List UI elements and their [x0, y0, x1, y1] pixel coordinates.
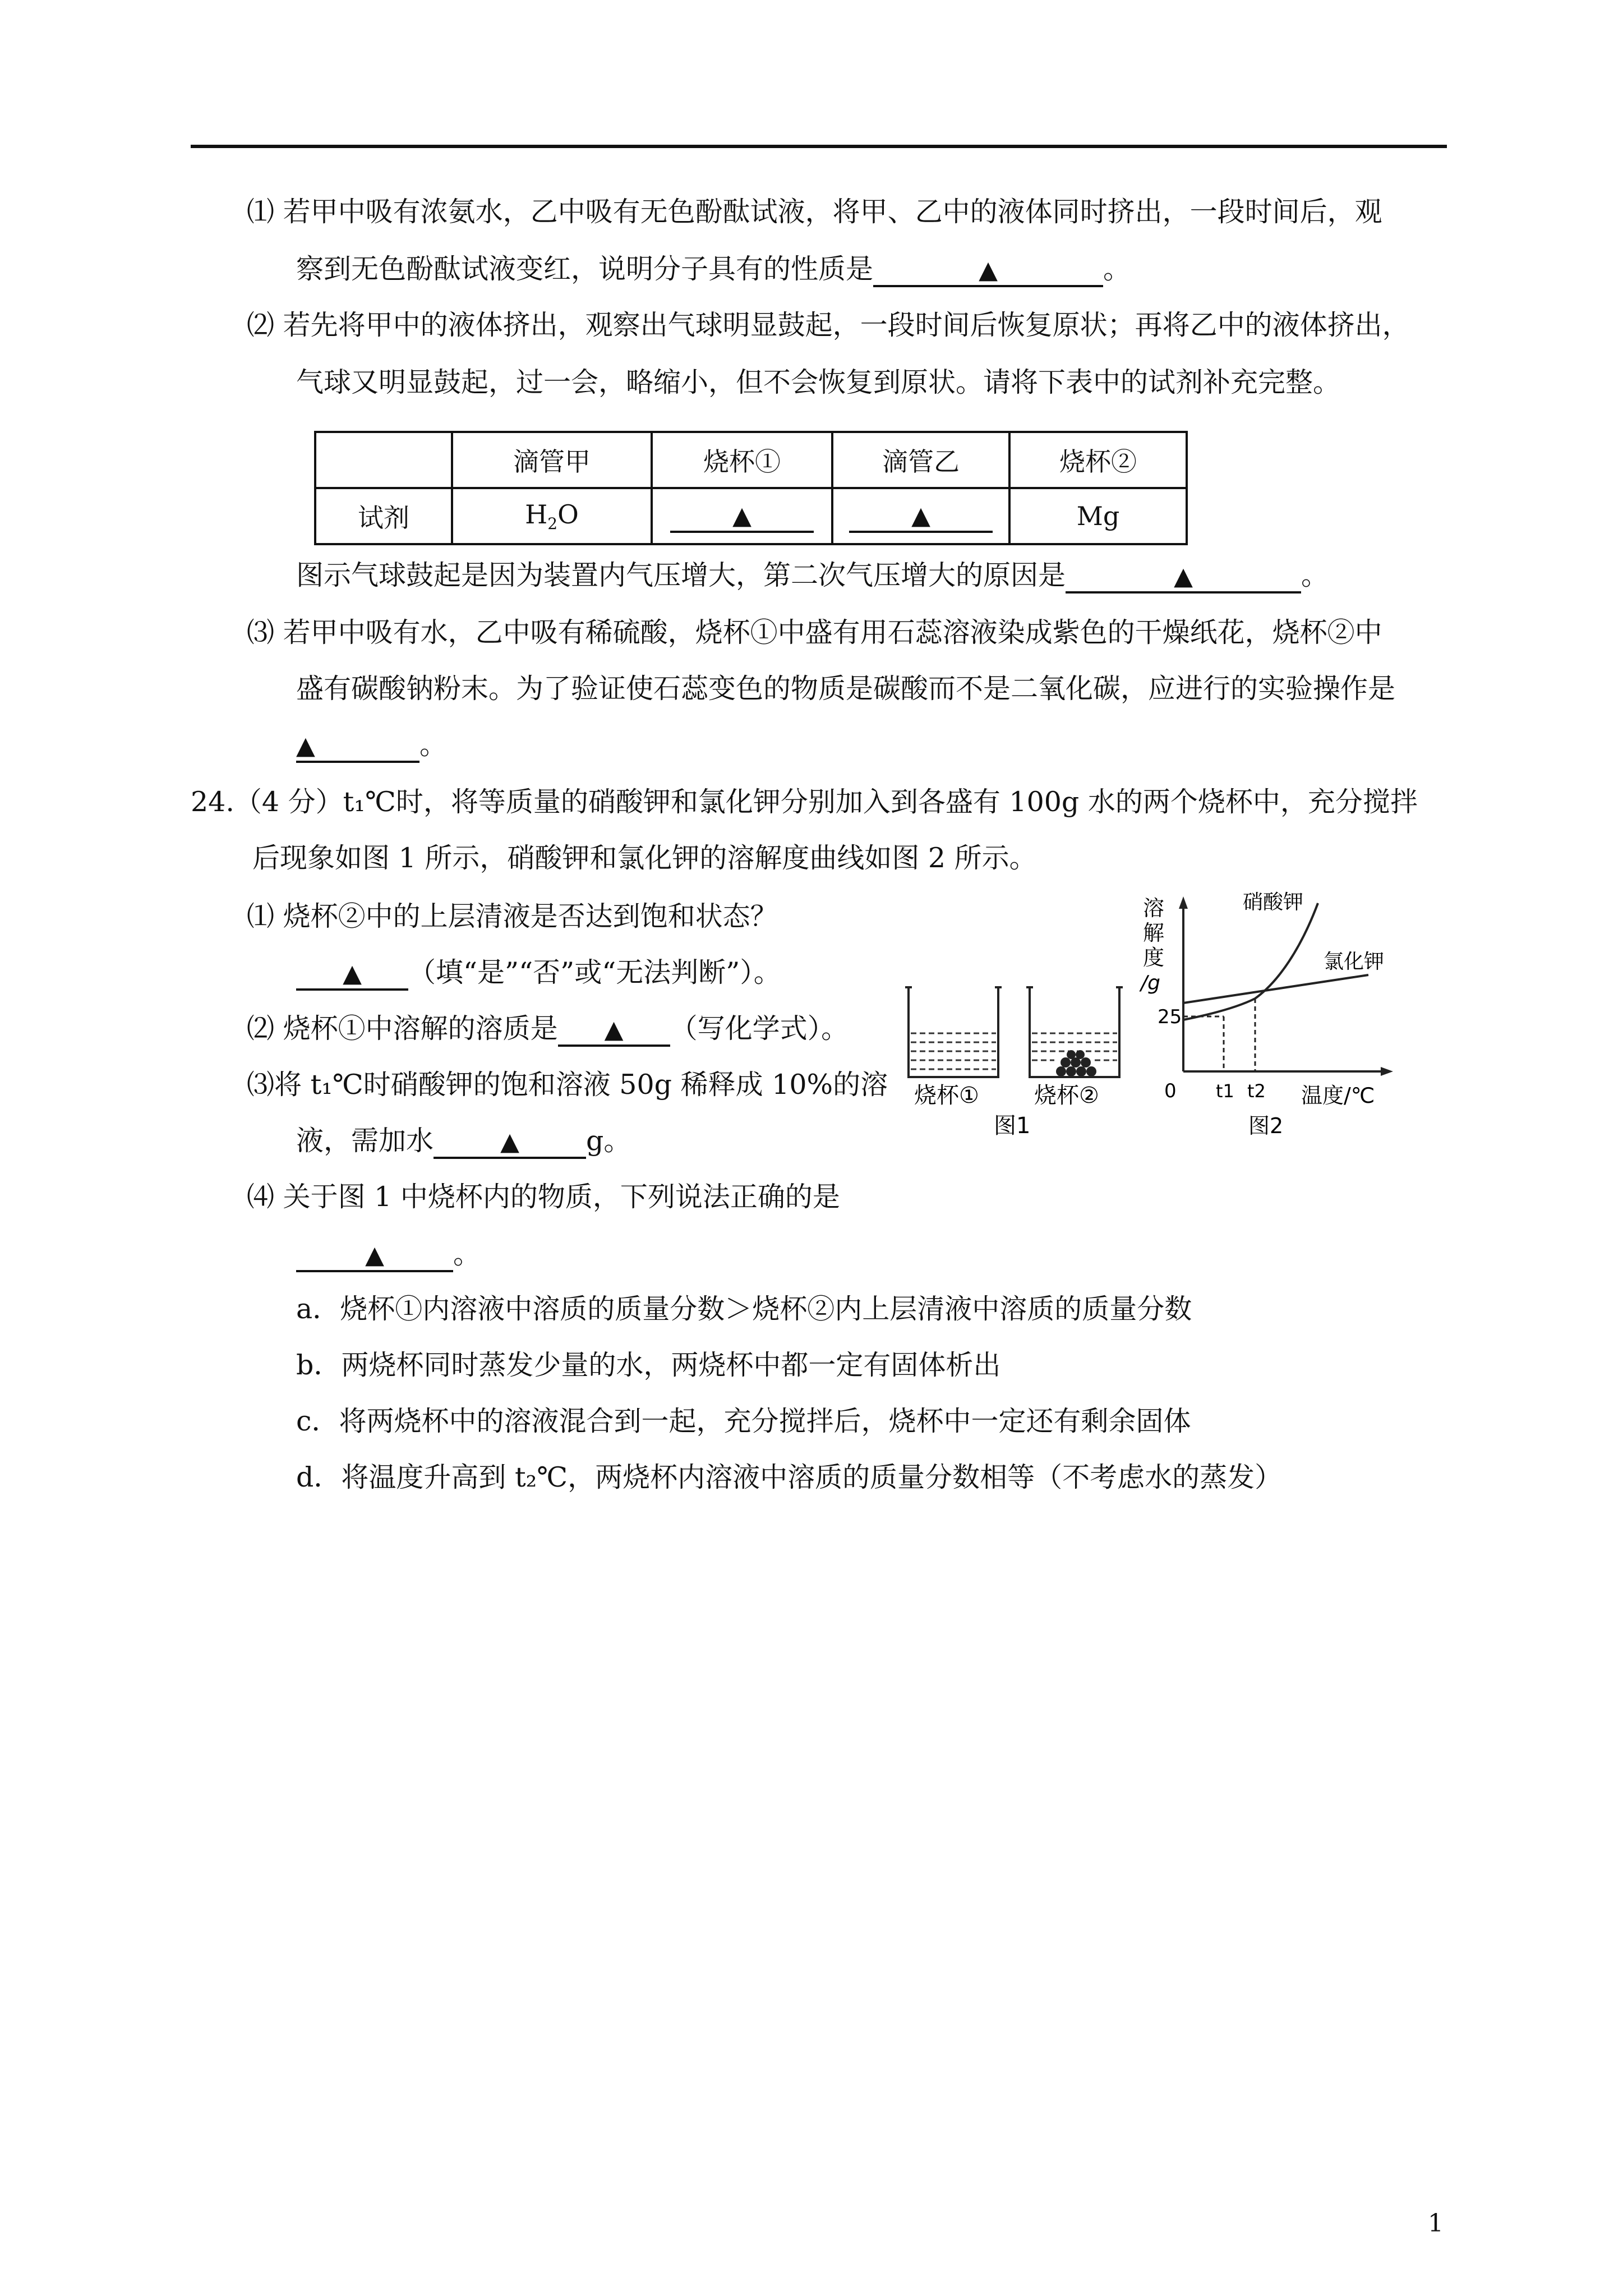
answer-blank[interactable]: ▲: [296, 730, 419, 763]
undissolved-solid: [1056, 1050, 1096, 1076]
curve-label-kcl: 氯化钾: [1324, 950, 1385, 973]
beaker-1-label: 烧杯①: [914, 1083, 979, 1108]
y-axis-unit: /g: [1141, 972, 1160, 995]
y-axis-label-char: 解: [1143, 921, 1165, 945]
answer-blank[interactable]: ▲: [558, 1014, 670, 1047]
figure-1-caption: 图1: [994, 1113, 1031, 1139]
q24-sub4-line1: ⑷ 关于图 1 中烧杯内的物质，下列说法正确的是: [247, 1181, 840, 1213]
table-header-cell: 烧杯②: [1009, 432, 1187, 488]
q23-part3-line3: ▲ 。: [296, 728, 447, 763]
option-d: d．将温度升高到 t₂℃，两烧杯内溶液中溶质的质量分数相等（不考虑水的蒸发）: [296, 1461, 1283, 1493]
curve-label-kno3: 硝酸钾: [1243, 891, 1304, 914]
q24-sub3-line2: 液，需加水 ▲ g。: [296, 1124, 631, 1159]
answer-blank[interactable]: ▲: [873, 255, 1103, 287]
reagent-table: [314, 431, 1188, 545]
q23-part2-after: 图示气球鼓起是因为装置内气压增大，第二次气压增大的原因是 ▲ 。: [296, 559, 1329, 593]
q24-stem-line1: 24.（4 分）t₁℃时，将等质量的硝酸钾和氯化钾分别加入到各盛有 100g 水的两个烧杯中，充分搅拌: [191, 786, 1418, 818]
table-cell-dropper-a: $H_2O$: [452, 488, 652, 544]
header-rule: [191, 145, 1447, 148]
figure-2-solubility-chart: [1133, 886, 1424, 1144]
answer-blank[interactable]: ▲: [296, 958, 408, 991]
y-axis-label-char: 溶: [1143, 896, 1165, 921]
x-axis-label: 温度/℃: [1301, 1083, 1375, 1108]
origin-label: 0: [1164, 1080, 1177, 1102]
table-header-cell: 滴管乙: [832, 432, 1009, 488]
answer-blank[interactable]: ▲: [296, 1240, 453, 1272]
q24-sub3-line1: ⑶将 t₁℃时硝酸钾的饱和溶液 50g 稀释成 10%的溶: [247, 1069, 888, 1101]
beaker-1-solution: [911, 1033, 996, 1069]
x-tick-t2: t2: [1247, 1080, 1266, 1102]
beaker-2-label: 烧杯②: [1034, 1083, 1099, 1108]
q23-part2-line2: 气球又明显鼓起，过一会，略缩小，但不会恢复到原状。请将下表中的试剂补充完整。: [296, 366, 1341, 398]
table-header-cell: [315, 432, 452, 488]
q23-part1-line2: 察到无色酚酞试液变红，说明分子具有的性质是 ▲ 。: [296, 252, 1131, 287]
beaker-1: [905, 987, 1002, 1077]
y-axis-label-char: 度: [1143, 945, 1165, 970]
q23-part3-line2: 盛有碳酸钠粉末。为了验证使石蕊变色的物质是碳酸而不是二氧化碳，应进行的实验操作是: [296, 673, 1396, 705]
table-cell-beaker2: Mg: [1009, 488, 1187, 544]
q24-sub4-line2: ▲ 。: [296, 1237, 481, 1272]
option-c: c．将两烧杯中的溶液混合到一起，充分搅拌后，烧杯中一定还有剩余固体: [296, 1405, 1191, 1437]
q23-part3-line1: ⑶ 若甲中吸有水，乙中吸有稀硫酸，烧杯①中盛有用石蕊溶液染成紫色的干燥纸花，烧杯②中: [247, 616, 1382, 648]
y-axis-arrow-icon: [1179, 896, 1188, 909]
table-header-cell: 滴管甲: [452, 432, 652, 488]
table-row-label: 试剂: [315, 488, 452, 544]
q23-part2-line1: ⑵ 若先将甲中的液体挤出，观察出气球明显鼓起，一段时间后恢复原状；再将乙中的液体挤出，: [247, 309, 1410, 341]
answer-blank[interactable]: ▲: [434, 1126, 586, 1159]
y-tick-25: 25: [1158, 1006, 1182, 1028]
figure-2-caption: 图2: [1248, 1114, 1284, 1138]
option-b: b．两烧杯同时蒸发少量的水，两烧杯中都一定有固体析出: [296, 1349, 1001, 1381]
q24-sub1-line2: ▲ （填“是”“否”或“无法判断”）。: [296, 956, 781, 991]
figure-1-beakers: [897, 970, 1138, 1139]
q24-sub2: ⑵ 烧杯①中溶解的溶质是 ▲ （写化学式）。: [247, 1012, 849, 1047]
x-axis-arrow-icon: [1381, 1067, 1393, 1076]
q24-sub1-line1: ⑴ 烧杯②中的上层清液是否达到饱和状态？: [247, 900, 778, 932]
table-header-cell: 烧杯①: [652, 432, 832, 488]
q23-part1-line1: ⑴ 若甲中吸有浓氨水，乙中吸有无色酚酞试液，将甲、乙中的液体同时挤出，一段时间后，观: [247, 196, 1382, 228]
page-number: 1: [1428, 2209, 1444, 2238]
answer-blank[interactable]: ▲: [1066, 561, 1301, 593]
x-tick-t1: t1: [1216, 1080, 1234, 1102]
table-cell-beaker1-blank[interactable]: ▲: [652, 488, 832, 544]
option-a: a．烧杯①内溶液中溶质的质量分数＞烧杯②内上层清液中溶质的质量分数: [296, 1293, 1192, 1325]
q24-stem-line2: 后现象如图 1 所示，硝酸钾和氯化钾的溶解度曲线如图 2 所示。: [252, 842, 1037, 874]
table-cell-dropper-b-blank[interactable]: ▲: [832, 488, 1009, 544]
curve-kno3: [1183, 903, 1318, 1020]
